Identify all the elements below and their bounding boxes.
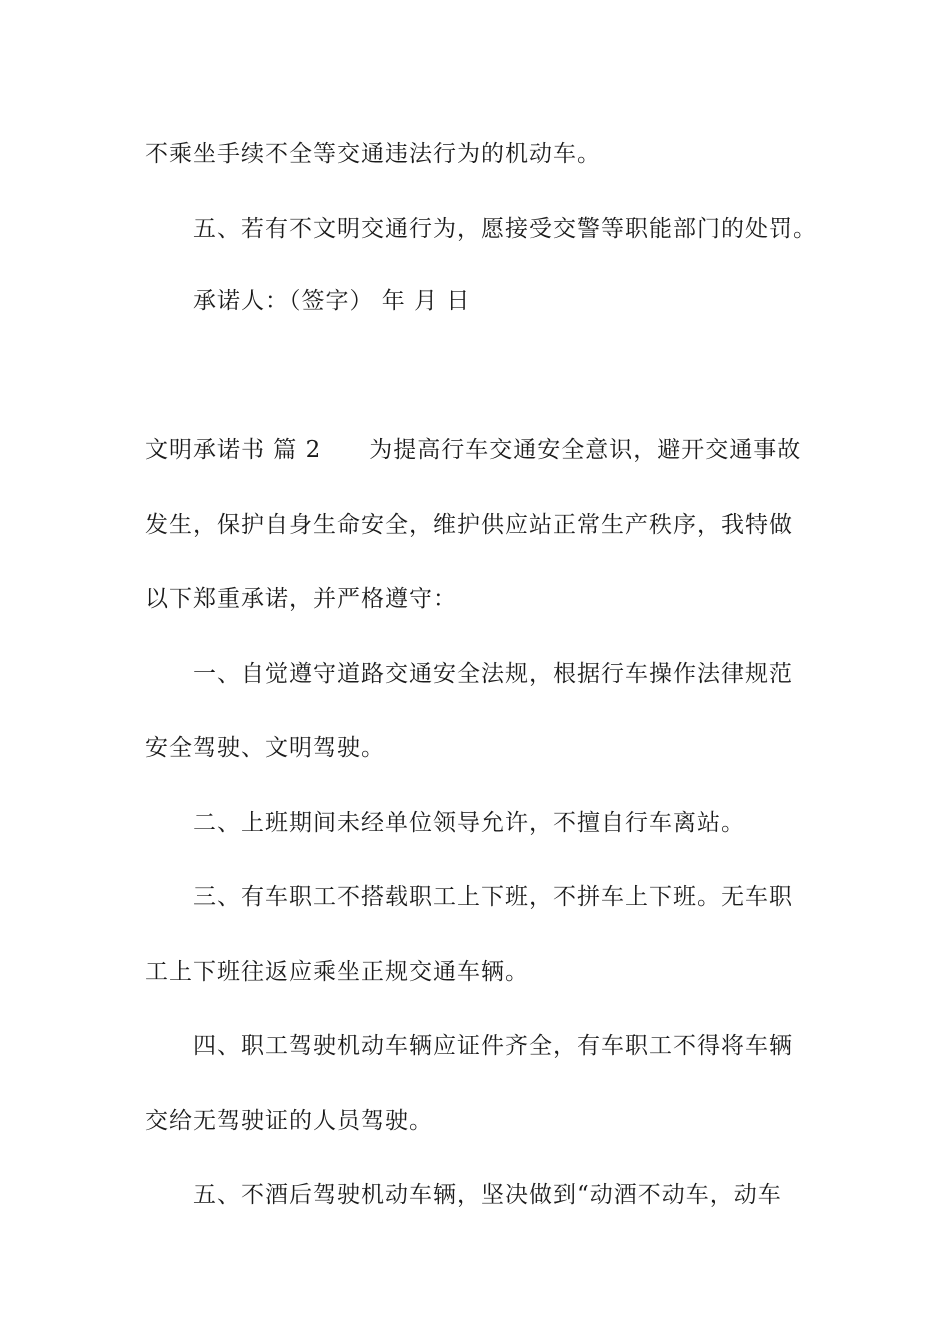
section-heading-line xyxy=(145,435,801,465)
paragraph-line: 四、职工驾驶机动车辆应证件齐全，有车职工不得将车辆 xyxy=(193,1033,793,1059)
paragraph-line: 安全驾驶、文明驾驶。 xyxy=(145,735,385,761)
paragraph-line: 一、自觉遵守道路交通安全法规，根据行车操作法律规范 xyxy=(193,661,793,687)
paragraph-line: 工上下班往返应乘坐正规交通车辆。 xyxy=(145,959,529,985)
paragraph-line: 交给无驾驶证的人员驾驶。 xyxy=(145,1108,433,1134)
paragraph-line: 发生，保护自身生命安全，维护供应站正常生产秩序，我特做 xyxy=(145,512,793,538)
paragraph-line: 五、不酒后驾驶机动车辆，坚决做到“动酒不动车，动车 xyxy=(193,1182,782,1208)
paragraph-line: 二、上班期间未经单位领导允许，不擅自行车离站。 xyxy=(193,810,745,836)
paragraph-line: 不乘坐手续不全等交通违法行为的机动车。 xyxy=(145,141,601,167)
section-heading: 文明承诺书 篇 2 xyxy=(145,437,322,463)
signature-line: 承诺人：（签字） 年 月 日 xyxy=(193,288,471,314)
paragraph-line: 以下郑重承诺，并严格遵守： xyxy=(145,586,457,612)
paragraph-text: 为提高行车交通安全意识，避开交通事故 xyxy=(369,437,802,463)
paragraph-line: 三、有车职工不搭载职工上下班，不拼车上下班。无车职 xyxy=(193,884,793,910)
paragraph-line: 五、若有不文明交通行为，愿接受交警等职能部门的处罚。 xyxy=(193,216,817,242)
